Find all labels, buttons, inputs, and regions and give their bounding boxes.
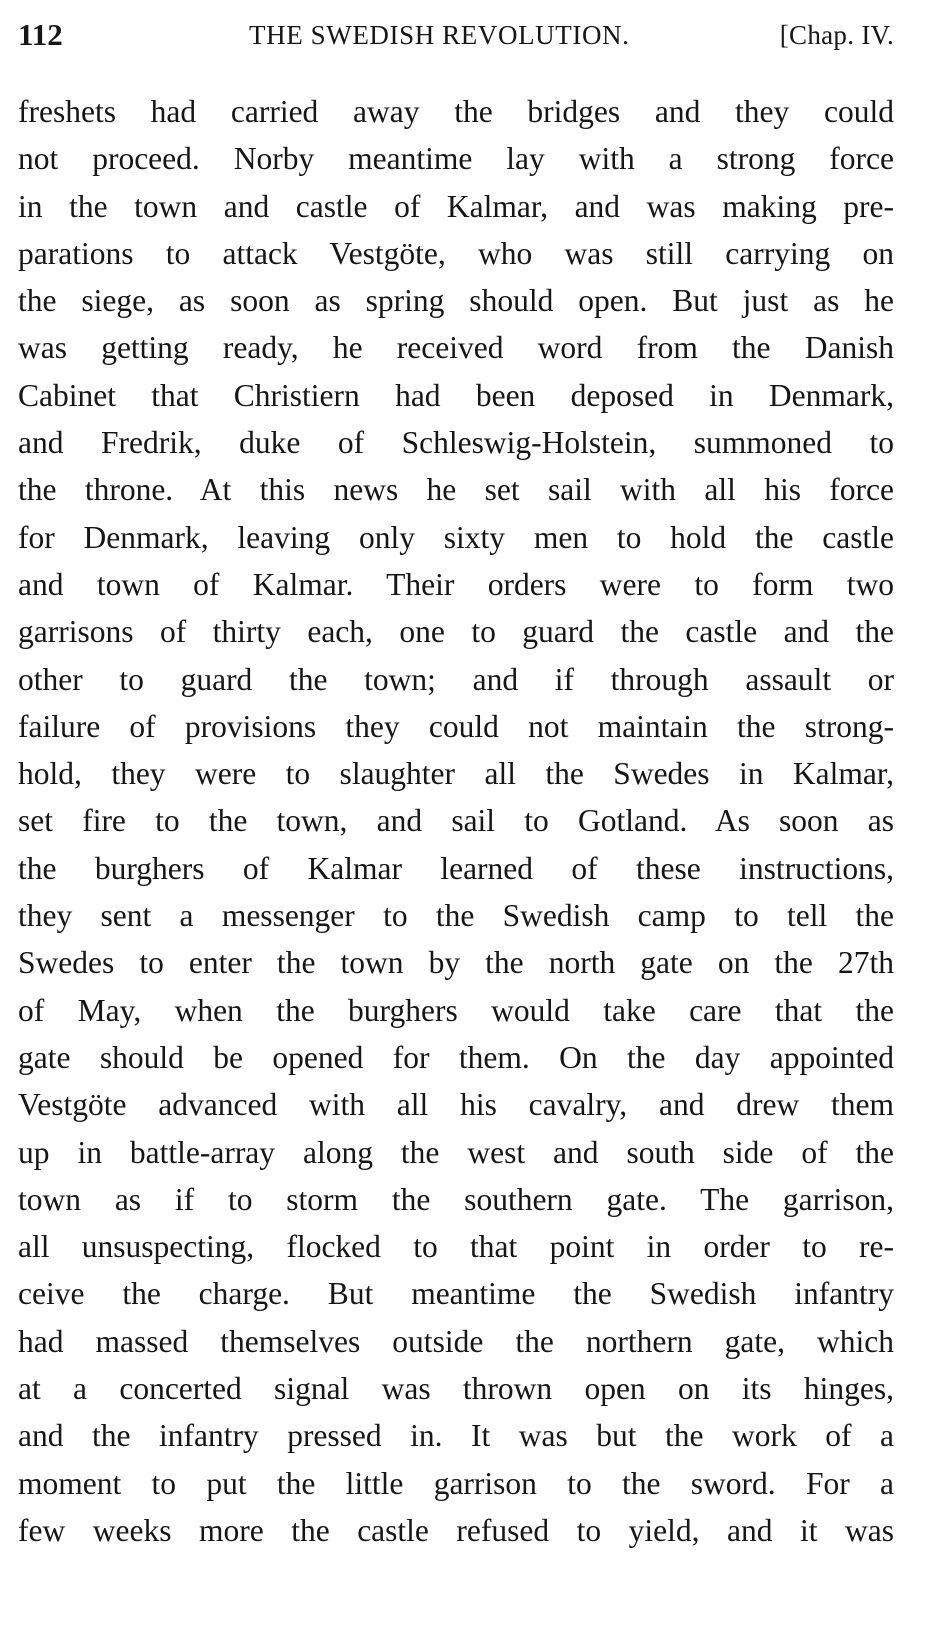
text-line: and the infantry pressed in. It was but the work of a — [18, 1418, 894, 1454]
text-line: at a concerted signal was thrown open on its hinges, — [18, 1371, 894, 1407]
running-head — [18, 10, 894, 60]
text-line: garrisons of thirty each, one to guard the castle and the — [18, 614, 894, 650]
text-line: moment to put the little garrison to the sword. For a — [18, 1465, 894, 1501]
text-line: gate should be opened for them. On the day appointed — [18, 1039, 894, 1075]
text-line: and town of Kalmar. Their orders were to form two — [18, 566, 894, 602]
text-line: all unsuspecting, flocked to that point in order to re- — [18, 1229, 894, 1265]
text-line: in the town and castle of Kalmar, and was making pre- — [18, 188, 894, 224]
text-line: and Fredrik, duke of Schleswig-Holstein, summoned to — [18, 425, 894, 461]
text-line: town as if to storm the southern gate. The garrison, — [18, 1181, 894, 1217]
text-line: failure of provisions they could not maintain the strong- — [18, 708, 894, 744]
book-page — [18, 10, 894, 1548]
text-line: not proceed. Norby meantime lay with a strong force — [18, 141, 894, 177]
text-line: set fire to the town, and sail to Gotland. As soon as — [18, 803, 894, 839]
text-line: hold, they were to slaughter all the Swedes in Kalmar, — [18, 756, 894, 792]
text-line: parations to attack Vestgöte, who was still carrying on — [18, 235, 894, 271]
text-line: was getting ready, he received word from the Danish — [18, 330, 894, 366]
text-line: had massed themselves outside the northern gate, which — [18, 1323, 894, 1359]
text-line: Cabinet that Christiern had been deposed in Denmark, — [18, 377, 894, 413]
text-line: Vestgöte advanced with all his cavalry, and drew them — [18, 1087, 894, 1123]
text-line: of May, when the burghers would take care that the — [18, 992, 894, 1028]
text-line: they sent a messenger to the Swedish camp to tell the — [18, 898, 894, 934]
text-line: freshets had carried away the bridges and they could — [18, 94, 894, 129]
text-line: the siege, as soon as spring should open. But just as he — [18, 283, 894, 319]
running-title: THE SWEDISH REVOLUTION. — [249, 20, 630, 50]
text-line: ceive the charge. But meantime the Swedish infantry — [18, 1276, 894, 1312]
page-number: 112 — [18, 17, 63, 52]
text-line: Swedes to enter the town by the north gate on the 27th — [18, 945, 894, 981]
text-line: few weeks more the castle refused to yield, and it was — [18, 1512, 894, 1548]
chapter-reference: [Chap. IV. — [779, 20, 894, 50]
text-line: up in battle-array along the west and south side of the — [18, 1134, 894, 1170]
body-text — [18, 88, 894, 1554]
text-line: other to guard the town; and if through assault or — [18, 661, 894, 697]
text-line: the throne. At this news he set sail with all his force — [18, 472, 894, 508]
text-line: for Denmark, leaving only sixty men to hold the castle — [18, 519, 894, 555]
text-line: the burghers of Kalmar learned of these instructions, — [18, 850, 894, 886]
